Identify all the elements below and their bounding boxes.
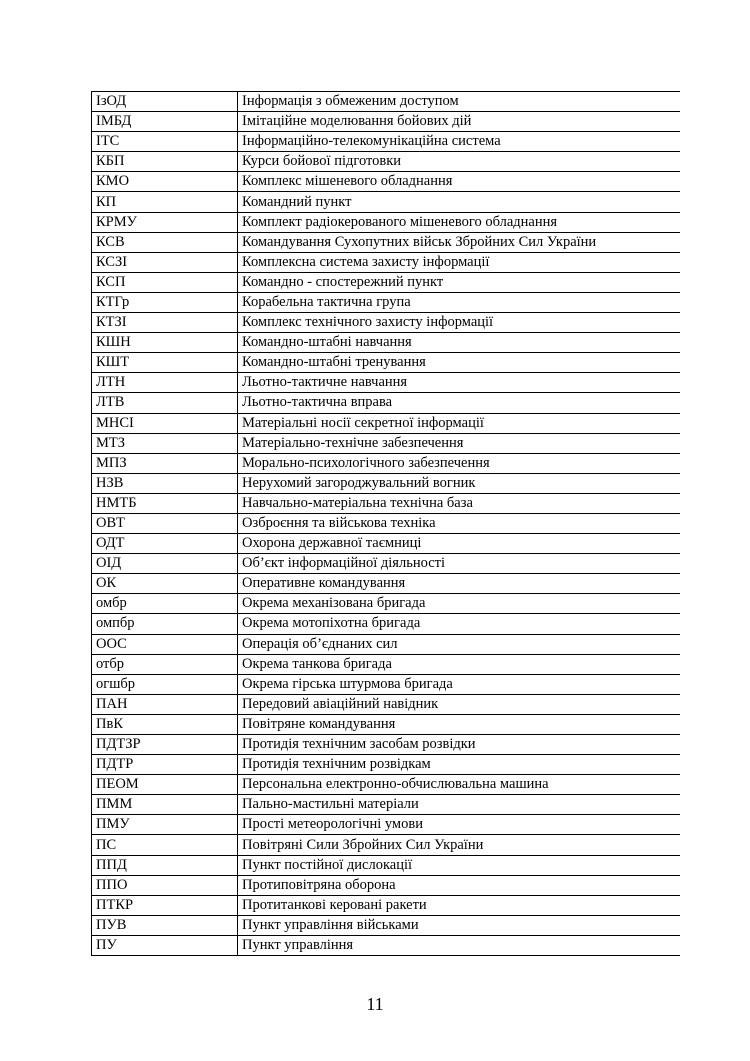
definition-cell: Льотно-тактичне навчання [238,373,680,393]
table-row [92,172,680,192]
definition-cell: Матеріально-технічне забезпечення [238,433,680,453]
definition-cell: Командно-штабні тренування [238,353,680,373]
definition-cell: Комплект радіокерованого мішеневого обладнання [238,212,680,232]
abbreviation-cell: НМТБ [92,493,238,513]
abbreviations-table [91,91,680,956]
definition-cell: Інформаційно-телекомунікаційна система [238,132,680,152]
table-row [92,152,680,172]
abbreviation-cell: ПММ [92,795,238,815]
abbreviation-cell: ООС [92,634,238,654]
abbreviation-cell: КТГр [92,292,238,312]
definition-cell: Командування Сухопутних військ Збройних Сил України [238,232,680,252]
table-row [92,212,680,232]
definition-cell: Корабельна тактична група [238,292,680,312]
table-row [92,473,680,493]
definition-cell: Окрема гірська штурмова бригада [238,674,680,694]
abbreviation-cell: огшбр [92,674,238,694]
definition-cell: Комплексна система захисту інформації [238,252,680,272]
table-row [92,614,680,634]
abbreviation-cell: КСВ [92,232,238,252]
table-row [92,252,680,272]
table-row [92,795,680,815]
definition-cell: Пункт управління військами [238,915,680,935]
definition-cell: Протитанкові керовані ракети [238,895,680,915]
table-row [92,755,680,775]
table-row [92,574,680,594]
table-row [92,373,680,393]
table-row [92,272,680,292]
table-row [92,112,680,132]
definition-cell: Повітряні Сили Збройних Сил України [238,835,680,855]
abbreviation-cell: МНСІ [92,413,238,433]
definition-cell: Озброєння та військова техніка [238,513,680,533]
abbreviation-cell: омбр [92,594,238,614]
abbreviation-cell: ІзОД [92,92,238,112]
table-row [92,634,680,654]
abbreviation-cell: ПАН [92,694,238,714]
definition-cell: Прості метеорологічні умови [238,815,680,835]
abbreviation-cell: ПДТР [92,755,238,775]
definition-cell: Інформація з обмеженим доступом [238,92,680,112]
table-row [92,393,680,413]
table-row [92,895,680,915]
abbreviation-cell: ПТКР [92,895,238,915]
table-row [92,875,680,895]
definition-cell: Матеріальні носії секретної інформації [238,413,680,433]
abbreviation-cell: ПС [92,835,238,855]
table-row [92,513,680,533]
table-row [92,835,680,855]
abbreviation-cell: ЛТВ [92,393,238,413]
abbreviation-cell: ПЕОМ [92,775,238,795]
page-number: 11 [366,994,384,1014]
definition-cell: Командно - спостережний пункт [238,272,680,292]
definition-cell: Охорона державної таємниці [238,534,680,554]
abbreviation-cell: КТЗІ [92,313,238,333]
table-row [92,353,680,373]
table-row [92,735,680,755]
abbreviation-cell: ПУВ [92,915,238,935]
definition-cell: Протидія технічним розвідкам [238,755,680,775]
definition-cell: Комплекс мішеневого обладнання [238,172,680,192]
definition-cell: Операція об’єднаних сил [238,634,680,654]
abbreviation-cell: ПМУ [92,815,238,835]
table-row [92,915,680,935]
table-row [92,333,680,353]
table-row [92,132,680,152]
abbreviation-cell: КШТ [92,353,238,373]
abbreviation-cell: КСЗІ [92,252,238,272]
table-row [92,654,680,674]
abbreviation-cell: КМО [92,172,238,192]
definition-cell: Комплекс технічного захисту інформації [238,313,680,333]
table-row [92,413,680,433]
table-row [92,192,680,212]
definition-cell: Окрема мотопіхотна бригада [238,614,680,634]
abbreviation-cell: ПУ [92,935,238,955]
abbreviation-cell: ОІД [92,554,238,574]
abbreviation-cell: КСП [92,272,238,292]
definition-cell: Об’єкт інформаційної діяльності [238,554,680,574]
abbreviation-cell: ППД [92,855,238,875]
definition-cell: Командно-штабні навчання [238,333,680,353]
table-row [92,594,680,614]
abbreviation-cell: отбр [92,654,238,674]
abbreviations-table-body [92,92,680,956]
table-row [92,554,680,574]
table-row [92,935,680,955]
abbreviation-cell: КРМУ [92,212,238,232]
abbreviation-cell: КБП [92,152,238,172]
definition-cell: Протидія технічним засобам розвідки [238,735,680,755]
definition-cell: Передовий авіаційний навідник [238,694,680,714]
definition-cell: Пально-мастильні матеріали [238,795,680,815]
definition-cell: Навчально-матеріальна технічна база [238,493,680,513]
definition-cell: Морально-психологічного забезпечення [238,453,680,473]
table-row [92,694,680,714]
definition-cell: Окрема механізована бригада [238,594,680,614]
definition-cell: Командний пункт [238,192,680,212]
abbreviation-cell: ПвК [92,714,238,734]
abbreviation-cell: КП [92,192,238,212]
definition-cell: Оперативне командування [238,574,680,594]
table-row [92,92,680,112]
table-row [92,313,680,333]
abbreviation-cell: ОДТ [92,534,238,554]
table-row [92,534,680,554]
table-row [92,453,680,473]
definition-cell: Протиповітряна оборона [238,875,680,895]
table-row [92,815,680,835]
abbreviation-cell: ППО [92,875,238,895]
abbreviation-cell: ОВТ [92,513,238,533]
abbreviation-cell: ЛТН [92,373,238,393]
definition-cell: Персональна електронно-обчислювальна машина [238,775,680,795]
table-row [92,775,680,795]
abbreviation-cell: ПДТЗР [92,735,238,755]
abbreviation-cell: НЗВ [92,473,238,493]
definition-cell: Пункт управління [238,935,680,955]
definition-cell: Курси бойової підготовки [238,152,680,172]
table-row [92,855,680,875]
table-row [92,714,680,734]
definition-cell: Пункт постійної дислокації [238,855,680,875]
table-row [92,292,680,312]
abbreviation-cell: КШН [92,333,238,353]
definition-cell: Льотно-тактична вправа [238,393,680,413]
table-row [92,493,680,513]
abbreviation-cell: омпбр [92,614,238,634]
abbreviation-cell: ІМБД [92,112,238,132]
definition-cell: Повітряне командування [238,714,680,734]
table-row [92,433,680,453]
abbreviation-cell: МПЗ [92,453,238,473]
table-row [92,674,680,694]
abbreviation-cell: МТЗ [92,433,238,453]
abbreviation-cell: ІТС [92,132,238,152]
definition-cell: Імітаційне моделювання бойових дій [238,112,680,132]
abbreviation-cell: ОК [92,574,238,594]
definition-cell: Нерухомий загороджувальний вогник [238,473,680,493]
table-row [92,232,680,252]
definition-cell: Окрема танкова бригада [238,654,680,674]
